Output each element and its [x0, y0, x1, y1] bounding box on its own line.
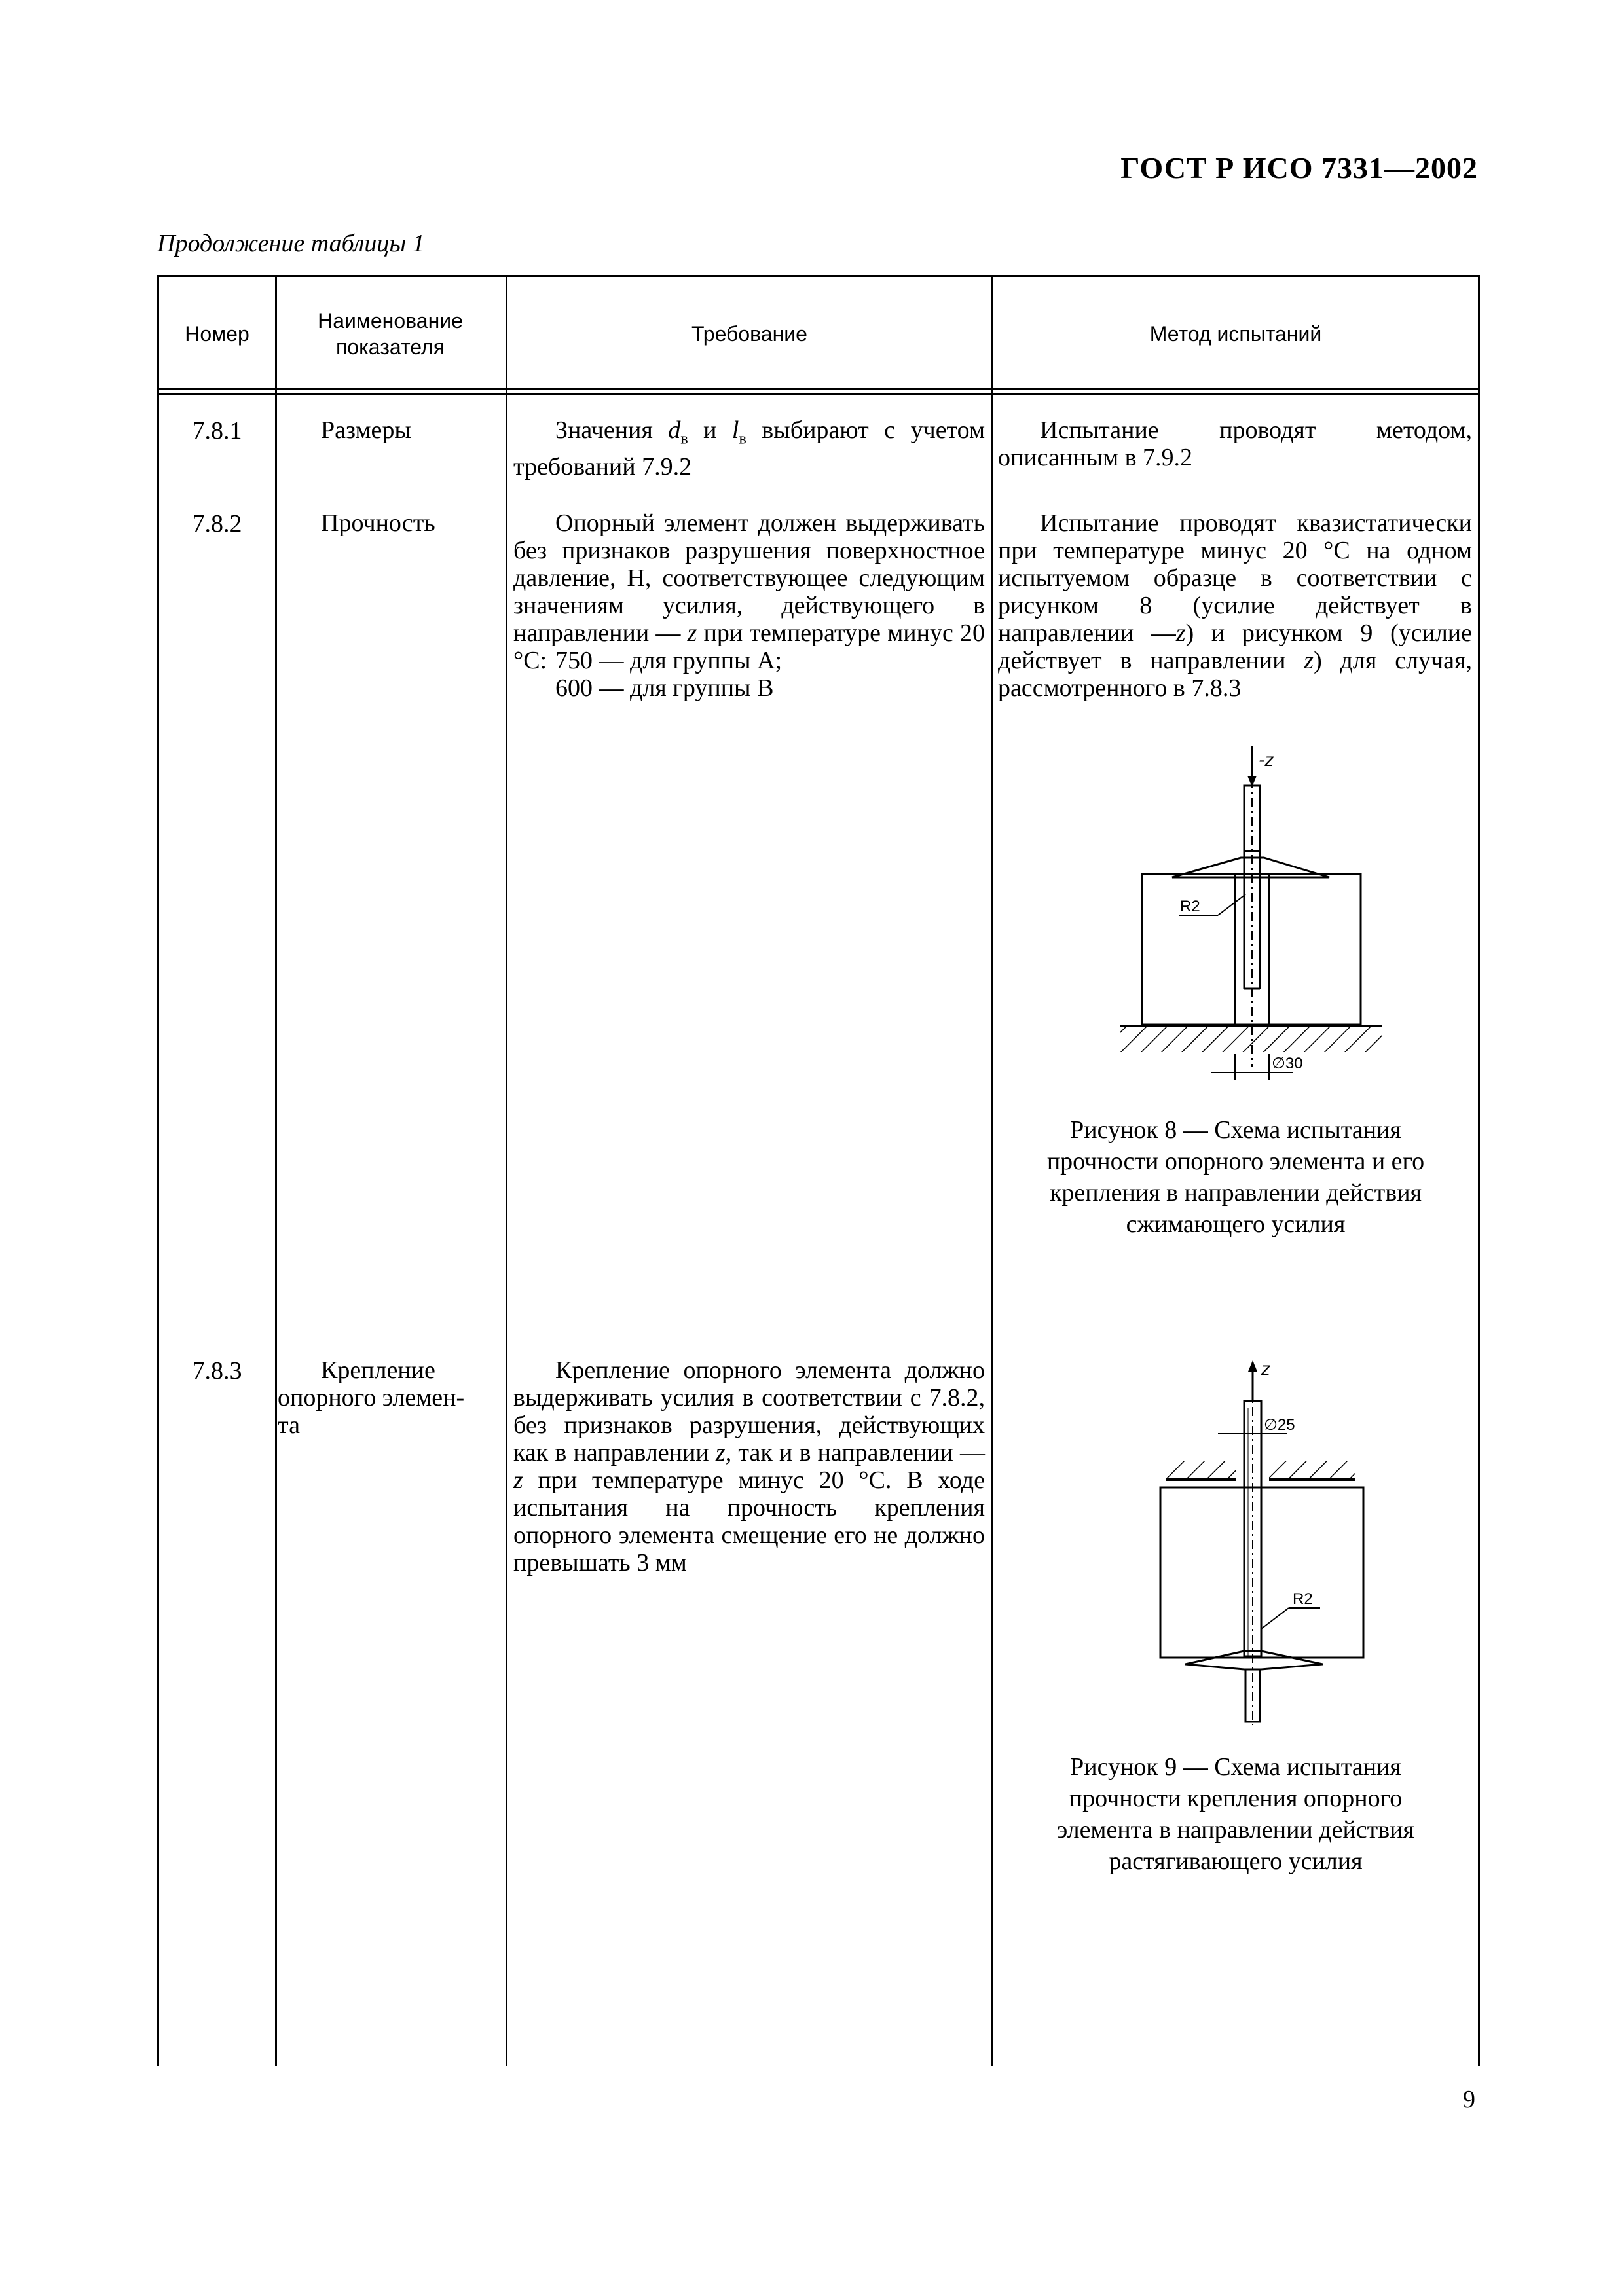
row-name-7-8-1: Размеры — [321, 416, 411, 444]
table-left-border — [157, 275, 159, 2066]
page-number: 9 — [1463, 2086, 1475, 2113]
col-divider-2 — [506, 275, 507, 2066]
table-continuation-label: Продолжение таблицы 1 — [157, 230, 425, 257]
header-divider-2 — [157, 393, 1480, 395]
requirement-group-b: 600 — для группы В — [555, 674, 774, 702]
figure-9-diameter-label: ∅25 — [1264, 1416, 1295, 1434]
row-name-7-8-2: Прочность — [321, 509, 435, 537]
method-7-8-2: Испытание проводят квазистатически при температуре минус 20 °С на одном испытуемом образце в соответствии с рисунком 8 (усилие действует в направлении —z) и рисунком 9 (усилие действует в направлении z) для случая, рассмотренного в 7.8.3 — [998, 509, 1473, 702]
column-header-requirement: Требование — [691, 322, 807, 346]
column-header-number: Номер — [185, 322, 249, 346]
column-header-method: Метод испытаний — [1149, 322, 1322, 346]
requirement-7-8-2: Опорный элемент должен выдерживать без признаков разрушения поверхностное давление, Н, соответствующее следующим значениям усилия, действующего в направлении — z при температуре минус 20 °С: — [513, 509, 986, 674]
figure-8-caption: Рисунок 8 — Схема испытания прочности опорного элемента и его крепления в направлении действия сжимающего усилия — [1046, 1116, 1425, 1238]
figure-8-axis-label: -z — [1259, 750, 1274, 770]
col-divider-1 — [275, 275, 277, 2066]
figure-9-axis-label: z — [1261, 1358, 1270, 1379]
requirement-group-a: 750 — для группы А; — [555, 647, 783, 674]
row-number-7-8-2: 7.8.2 — [192, 510, 242, 538]
figure-8-radius-label: R2 — [1180, 898, 1200, 915]
row-number-7-8-3: 7.8.3 — [192, 1357, 242, 1385]
requirement-7-8-3: Крепление опорного элемента должно выдерживать усилия в соответствии с 7.8.2, без признаков разрушения, действующих как в направлении z, так и в направлении —z при температуре минус 20 °С. В ходе испытания на прочность крепления опорного элемента смещение его не должно превышать 3 мм — [513, 1357, 985, 1576]
table-top-border — [157, 275, 1480, 277]
figure-9-caption: Рисунок 9 — Схема испытания прочности крепления опорного элемента в направлении действия растягивающего усилия — [1056, 1753, 1415, 1875]
requirement-7-8-1: Значения $d_в$ и $l_в$ выбирают с учетом требований 7.9.2 — [513, 416, 985, 481]
column-header-name: Наименование показателя — [318, 309, 463, 359]
figure-9-tension-test-diagram — [1133, 1349, 1408, 1728]
header-divider-1 — [157, 388, 1480, 390]
row-name-7-8-3: Крепление опорного элемен- та — [278, 1357, 465, 1439]
table-right-border — [1478, 275, 1480, 2066]
figure-9-radius-label: R2 — [1293, 1590, 1313, 1608]
figure-8-compression-test-diagram — [1107, 740, 1395, 1100]
row-number-7-8-1: 7.8.1 — [192, 417, 242, 445]
document-code-header: ГОСТ Р ИСО 7331—2002 — [1120, 151, 1478, 185]
figure-8-diameter-label: ∅30 — [1272, 1055, 1303, 1072]
method-7-8-1: Испытание проводят методом, описанным в 7.9.2 — [998, 416, 1472, 471]
